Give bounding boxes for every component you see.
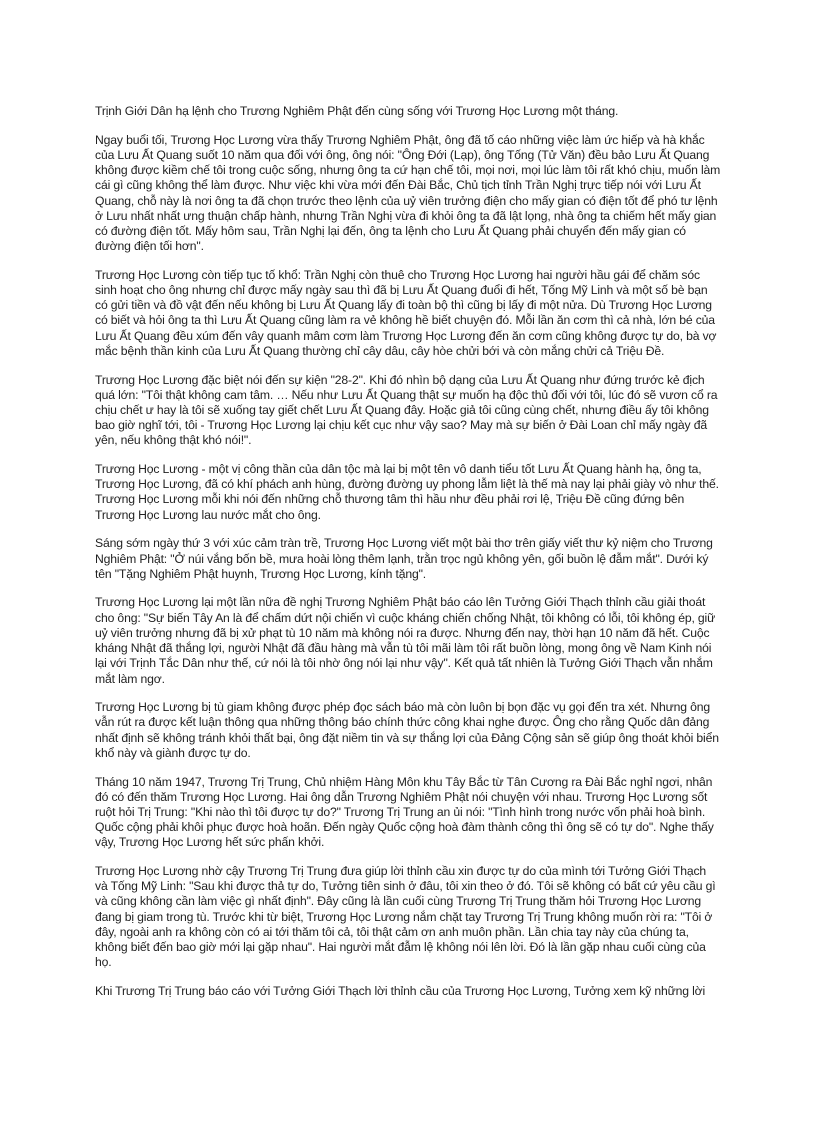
paragraph: Trương Học Lương - một vị công thần của dân tộc mà lại bị một tên vô danh tiểu tốt Lưu Ất Quang hành hạ, ông ta, Trương Học Lương, đã có khí phách anh hùng, đường đường uy phong lẫm liệt là thế mà nay lại phải giày vò như thế. Trương Học Lương mỗi khi nói đến những chỗ thương tâm thì hầu như đều phải rơi lệ, Triệu Đề cũng đứng bên Trương Học Lương lau nước mắt cho ông. xyxy=(95,462,719,522)
paragraph: Trương Học Lương còn tiếp tục tố khổ: Trần Nghị còn thuê cho Trương Học Lương hai người hầu gái để chăm sóc sinh hoạt cho ông nhưng chỉ được mấy ngày sau thì đã bị Lưu Ất Quang đuổi đi hết, Tống Mỹ Linh và một số bè bạn có gửi tiền và đồ vật đến nếu không bị Lưu Ất Quang lấy đi toàn bộ thì cũng bị lấy đi một nửa. Dù Trương Học Lương có biết và hỏi ông ta thì Lưu Ất Quang cũng làm ra vẻ không hề biết chuyện đó. Mỗi lần ăn cơm thì cả nhà, lớn bé của Lưu Ất Quang đều xúm đến vây quanh mâm cơm làm Trương Học Lương đến ăn cơm cũng không được tự do, bà vợ mắc bệnh thần kinh của Lưu Ất Quang thường chỉ cây dâu, cây hòe chửi bới và còn mắng chửi cả Triệu Đề. xyxy=(95,267,717,358)
paragraph: Tháng 10 năm 1947, Trương Trị Trung, Chủ nhiệm Hàng Môn khu Tây Bắc từ Tân Cương ra Đài Bắc nghỉ ngơi, nhân đó có đến thăm Trương Học Lương. Hai ông dẫn Trương Nghiêm Phật nói chuyện với nhau. Trương Học Lương sốt ruột hỏi Trị Trung: "Khi nào thì tôi được tự do?" Trương Trị Trung an ủi nói: "Tình hình trong nước vốn phải hoà bình. Quốc cộng phải khôi phục được hoà hoãn. Đến ngày Quốc cộng hoà đàm thành công thì ông sẽ có tự do". Nghe thấy vậy, Trương Học Lương hết sức phấn khởi. xyxy=(95,774,714,850)
paragraph: Ngay buổi tối, Trương Học Lương vừa thấy Trương Nghiêm Phật, ông đã tố cáo những việc làm ức hiếp và hà khắc của Lưu Ất Quang suốt 10 năm qua đối với ông, ông nói: "Ông Đới (Lạp), ông Tống (Tử Văn) đều bảo Lưu Ất Quang không được kiềm chế tôi trong cuộc sống, nhưng ông ta cứ hạn chế tôi, mọi nơi, mọi lúc làm tôi rất khó chịu, muốn làm cái gì cũng không thể làm được. Như việc khi vừa mới đến Đài Bắc, Chủ tịch tỉnh Trần Nghị trực tiếp nói với Lưu Ất Quang, chỗ này là nơi ông ta đã chọn trước theo lệnh của uỷ viên trưởng điện cho mấy gian có điện tốt để phó tư lệnh ở Lưu nhất nhất ưng thuận chấp hành, nhưng Trần Nghị vừa đi khỏi ông ta đã lật lọng, nhà ông ta chiếm hết mấy gian có đường điện tốt. Mấy hôm sau, Trần Nghị lại đến, ông ta lệnh cho Lưu Ất Quang phải chuyển đến mấy gian có đường điện tối hơn". xyxy=(95,132,721,254)
paragraph: Trương Học Lương bị tù giam không được phép đọc sách báo mà còn luôn bị bọn đặc vụ gọi đến tra xét. Nhưng ông vẫn rút ra được kết luận thông qua những thông báo chính thức công khai nghe được. Ông cho rằng Quốc dân đảng nhất định sẽ không tránh khỏi thất bại, ông đặt niềm tin và sự thắng lợi của Đảng Cộng sản sẽ giúp ông thoát khỏi biển khổ này và giành được tự do. xyxy=(95,700,719,760)
paragraph: Trịnh Giới Dân hạ lệnh cho Trương Nghiêm Phật đến cùng sống với Trương Học Lương một tháng. xyxy=(95,104,619,118)
paragraph: Trương Học Lương đặc biệt nói đến sự kiện "28-2". Khi đó nhìn bộ dạng của Lưu Ất Quang như đứng trước kẻ địch quá lớn: "Tôi thật không cam tâm. … Nếu như Lưu Ất Quang thật sự muốn hạ độc thủ đối với tôi, lúc đó sẽ vươn cổ ra chịu chết ư hay là tôi sẽ xuống tay giết chết Lưu Ất Quang đây. Hoặc giả tôi cũng cùng chết, nhưng điều ấy tôi không bao giờ nghĩ tới, tôi - Trương Học Lương lại chịu kết cục như vậy sao? May mà sự biến ở Đài Loan chỉ mấy ngày đã yên, nếu không thật khó nói!". xyxy=(95,372,718,448)
paragraph: Trương Học Lương nhờ cậy Trương Trị Trung đưa giúp lời thỉnh cầu xin được tự do của mình tới Tưởng Giới Thạch và Tống Mỹ Linh: "Sau khi được thả tự do, Tưởng tiên sinh ở đâu, tôi xin theo ở đó. Tôi sẽ không có bất cứ yêu cầu gì và cũng không cần làm việc gì nhất định". Đây cũng là lần cuối cùng Trương Trị Trung thăm hỏi Trương Học Lương đang bị giam trong tù. Trước khi từ biệt, Trương Học Lương nắm chặt tay Trương Trị Trung không muốn rời ra: "Tôi ở đây, ngoài anh ra không còn có ai tới thăm tôi cả, tôi thật cảm ơn anh muôn phần. Lần chia tay này của chúng ta, không biết đến bao giờ mới lại gặp nhau". Hai người mắt đẫm lệ không nói lên lời. Đó là lần gặp nhau cuối cùng của họ. xyxy=(95,864,716,970)
document-body xyxy=(95,104,721,1013)
paragraph: Sáng sớm ngày thứ 3 với xúc cảm tràn trề, Trương Học Lương viết một bài thơ trên giấy viết thư kỷ niệm cho Trương Nghiêm Phật: "Ở núi vắng bốn bề, mưa hoài lòng thêm lạnh, trằn trọc ngủ không yên, gối buồn lệ đẫm mắt". Dưới ký tên "Tặng Nghiêm Phật huynh, Trương Học Lương, kính tặng". xyxy=(95,536,713,581)
paragraph: Trương Học Lương lại một lần nữa đề nghị Trương Nghiêm Phật báo cáo lên Tưởng Giới Thạch thỉnh cầu giải thoát cho ông: "Sự biến Tây An là để chấm dứt nội chiến vì cuộc kháng chiến chống Nhật, tôi không có lỗi, tôi không ép, giữ uỷ viên trưởng nhưng đã bị xử phạt tù 10 năm mà không nói ra được. Nhưng đến nay, thời hạn 10 năm đã hết. Cuộc kháng Nhật đã thắng lợi, người Nhật đã đầu hàng mà vẫn tù tôi mãi làm tôi rất buồn lòng, mong ông về Nam Kinh nói lại với Trịnh Tắc Dân như thế, cứ nói là tôi nhờ ông nói lại như vậy". Kết quả tất nhiên là Tưởng Giới Thạch vẫn nhắm mắt làm ngơ. xyxy=(95,595,716,686)
paragraph: Khi Trương Trị Trung báo cáo với Tưởng Giới Thạch lời thỉnh cầu của Trương Học Lương, Tưởng xem kỹ những lời xyxy=(95,983,706,998)
